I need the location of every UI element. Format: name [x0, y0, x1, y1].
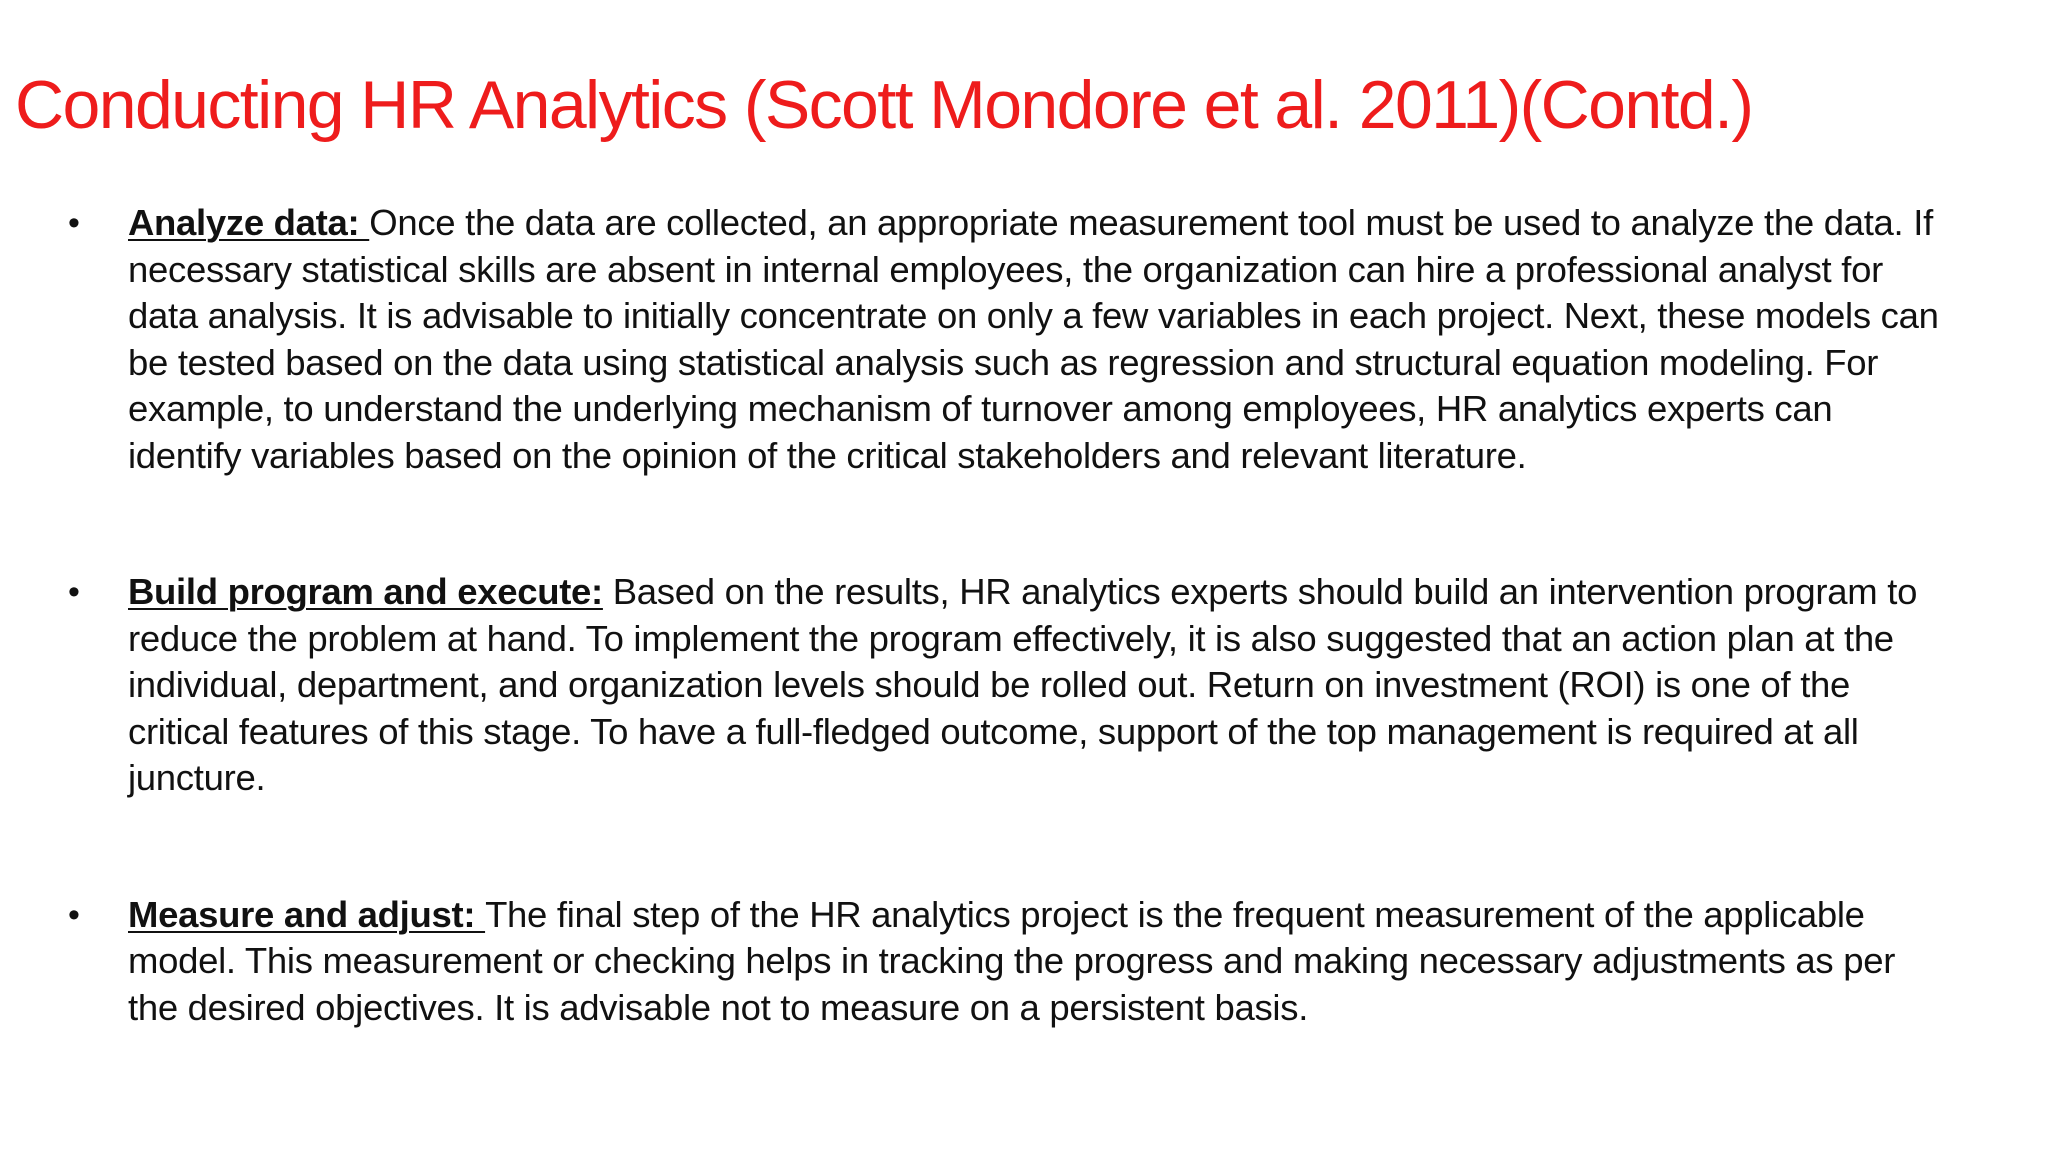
- bullet-marker: •: [68, 895, 80, 934]
- bullet-analyze-data: [68, 200, 1948, 479]
- bullet-heading: Analyze data:: [128, 202, 370, 243]
- slide-title: Conducting HR Analytics (Scott Mondore et al. 2011)(Contd.): [15, 67, 1753, 143]
- bullet-heading: Build program and execute:: [128, 571, 603, 612]
- bullet-marker: •: [68, 573, 80, 611]
- bullet-list: [68, 200, 1948, 1031]
- bullet-marker: •: [68, 204, 80, 242]
- bullet-text: The final step of the HR analytics project is the frequent measurement of the applicable model. This measurement or checking helps in tracking the progress and making necessary adjustments as per the desired objectives. It is advisable not to measure on a persistent basis.: [128, 893, 1896, 1028]
- bullet-heading: Measure and adjust:: [128, 893, 486, 935]
- bullet-build-program: [68, 569, 1948, 802]
- bullet-text: Once the data are collected, an appropriate measurement tool must be used to analyze the data. If necessary statistical skills are absent in internal employees, the organization can hire a professional analyst for data analysis. It is advisable to initially concentrate on only a few variables in each project. Next, these models can be tested based on the data using statistical analysis such as regression and structural equation modeling. For example, to understand the underlying mechanism of turnover among employees, HR analytics experts can identify variables based on the opinion of the critical stakeholders and relevant literature.: [128, 202, 1939, 476]
- bullet-text: Based on the results, HR analytics experts should build an intervention program to reduce the problem at hand. To implement the program effectively, it is also suggested that an action plan at the individual, department, and organization levels should be rolled out. Return on investment (ROI) is one of the critical features of this stage. To have a full-fledged outcome, support of the top management is required at all juncture.: [128, 571, 1918, 798]
- bullet-measure-adjust: [68, 892, 1948, 1032]
